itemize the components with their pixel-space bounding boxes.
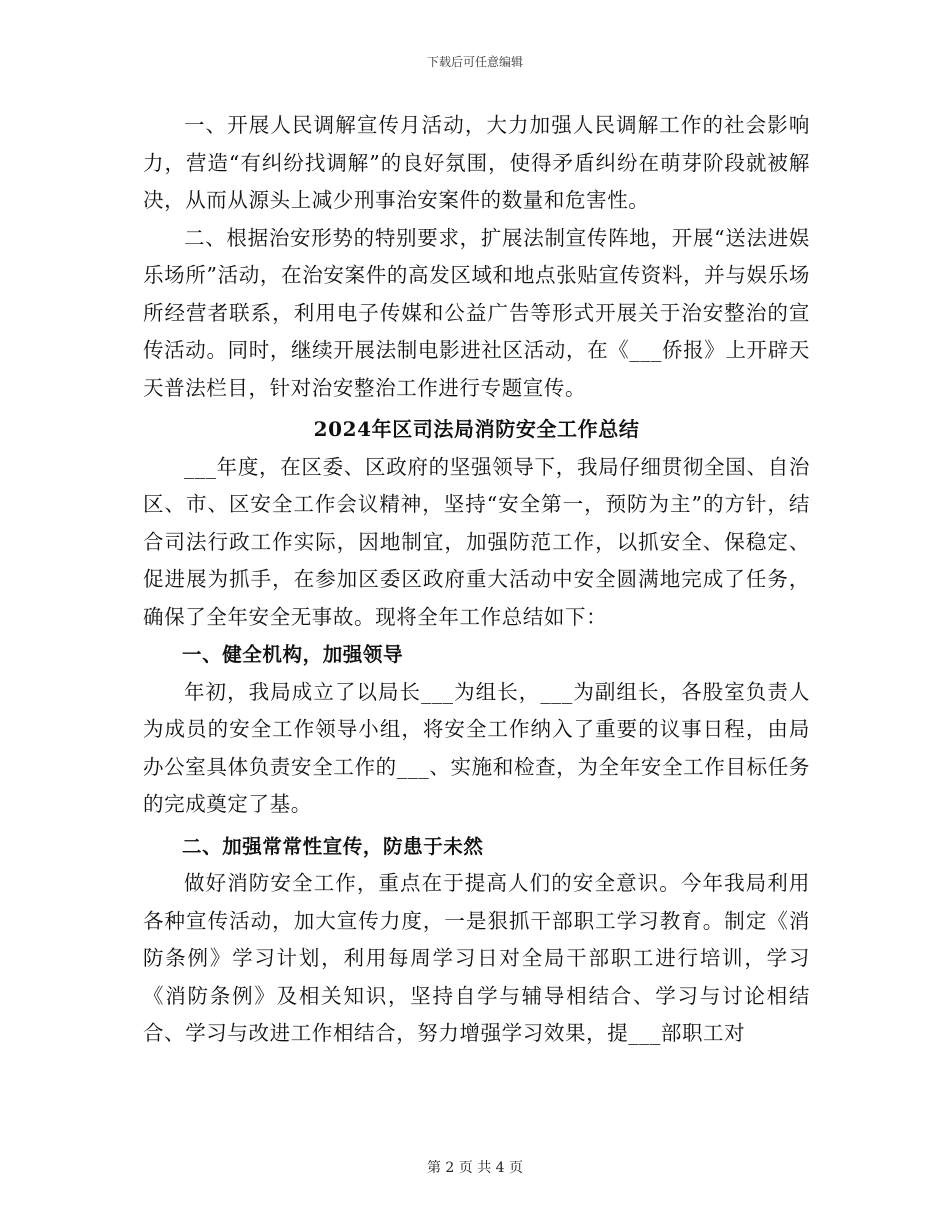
section-1-body: 年初，我局成立了以局长___为组长，___为副组长，各股室负责人为成员的安全工作领导小组，将安全工作纳入了重要的议事日程，由局办公室具体负责安全工作的___、实施和检查，为全年安全工作目标任务的完成奠定了基。 — [143, 679, 810, 816]
document-body — [143, 107, 810, 1053]
section-1-heading: 一、健全机构，加强领导 — [182, 643, 404, 666]
section-2-body: 做好消防安全工作，重点在于提高人们的安全意识。今年我局利用各种宣传活动，加大宣传力度，一是狠抓干部职工学习教育。制定《消防条例》学习计划，利用每周学习日对全局干部职工进行培训，学习《消防条例》及相关知识，坚持自学与辅导相结合、学习与讨论相结合、学习与改进工作相结合，努力增强学习效果，提___部职工对 — [143, 871, 810, 1045]
intro-paragraph-2: 二、根据治安形势的特别要求，扩展法制宣传阵地，开展“送法进娱乐场所”活动，在治安案件的高发区域和地点张贴宣传资料，并与娱乐场所经营者联系，利用电子传媒和公益广告等形式开展关于治安整治的宣传活动。同时，继续开展法制电影进社区活动，在《___侨报》上开辟天天普法栏目，针对治安整治工作进行专题宣传。 — [143, 225, 810, 400]
page-footer: 第 2 页 共 4 页 — [426, 1160, 524, 1176]
opening-paragraph: ___年度，在区委、区政府的坚强领导下，我局仔细贯彻全国、自治区、市、区安全工作会议精神，坚持“安全第一，预防为主”的方针，结合司法行政工作实际，因地制宜，加强防范工作，以抓安全、保稳定、促进展为抓手，在参加区委区政府重大活动中安全圆满地完成了任务，确保了全年安全无事故。现将全年工作总结如下： — [143, 454, 810, 629]
page-header: 下载后可任意编辑 — [426, 55, 523, 69]
document-title: 2024年区司法局消防安全工作总结 — [313, 417, 640, 441]
intro-paragraph-1: 一、开展人民调解宣传月活动，大力加强人民调解工作的社会影响力，营造“有纠纷找调解”的良好氛围，使得矛盾纠纷在萌芽阶段就被解决，从而从源头上减少刑事治安案件的数量和危害性。 — [143, 113, 810, 212]
section-2-heading: 二、加强常常性宣传，防患于未然 — [182, 834, 484, 858]
